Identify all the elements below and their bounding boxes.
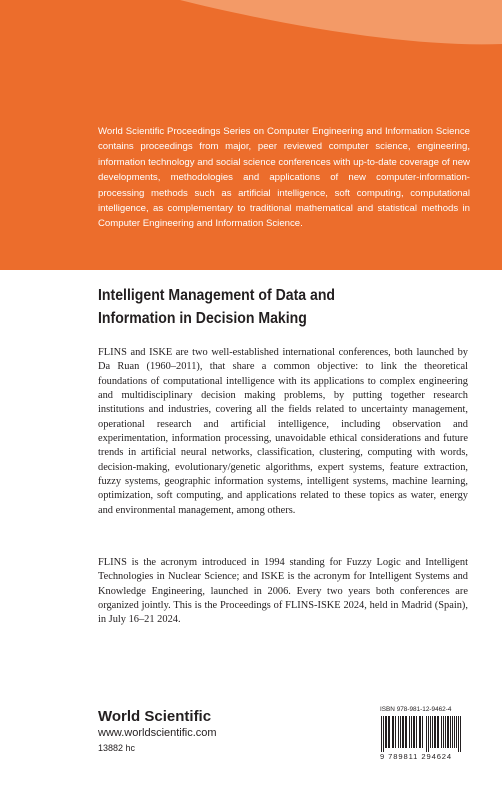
description-paragraph-1: FLINS and ISKE are two well-established international conferences, both launched by Da Ruan (1960–2011), that share a common objective: to link the theoretical foundations of computational intelligence with its applications to complex engineering and multidisciplinary decision making problems, by putting together research institutions and industries, covering all the fields related to uncertainty management, operational research and artificial intelligence, including observation and experimentation, information processing, unavoidable ethical considerations and future trends in artificial neural networks, classification, clustering, computing with words, decision-making, evolutionary/genetic algorithms, expert systems, feature extraction, fuzzy systems, geographic information systems, intelligent systems, machine learning, optimization, soft computing, and applications related to these topics as water, energy and environmental management, among others. [98,347,468,516]
description-paragraph-2: FLINS is the acronym introduced in 1994 standing for Fuzzy Logic and Intelligent Technologies in Nuclear Science; and ISKE is the acronym for Intelligent Systems and Knowledge Engineering, launched in 2006. Every two years both conferences are organized jointly. This is the Proceedings of FLINS-ISKE 2024, held in Madrid (Spain), in July 16–21 2024. [98,557,468,626]
light-orange-curve [0,0,502,44]
barcode-bar [422,716,423,748]
barcode-bar [383,716,384,752]
barcode-bar [411,716,412,748]
barcode-bar [416,716,417,748]
barcode-bar [456,716,457,748]
book-title-line-2: Information in Decision Making [98,310,307,327]
product-code: 13882 hc [98,743,136,753]
barcode-bar [405,716,407,748]
barcode-bar [441,716,442,748]
book-title-line-1: Intelligent Management of Data and [98,287,336,304]
barcode-bar [460,716,461,752]
barcode-bar [447,716,449,748]
barcode-bar [381,716,382,752]
barcode-bar [388,716,390,748]
publisher-name: World Scientific [98,708,212,725]
book-title [98,284,415,330]
barcode-bar [385,716,387,748]
orange-header-band [0,0,502,270]
barcode-bar [409,716,410,748]
ean-digits: 9 789811 294624 [380,752,453,761]
barcode-image [380,716,472,752]
barcode-bar [432,716,433,748]
publisher-url: www.worldscientific.com [98,727,217,739]
barcode-bar [400,716,401,748]
barcode-bar [458,716,459,752]
series-description: World Scientific Proceedings Series on Computer Engineering and Information Science contains proceedings from major, peer reviewed computer science, engineering, information technology and social science conferences with up-to-date coverage of new developments, methodologies and applications of new computer-information-processing methods such as artificial intelligence, soft computing, computational intelligence, as complementary to traditional mathematical and statistical methods in Computer Engineering and Information Science. [98,126,470,230]
barcode-bar [450,716,451,748]
barcode-bar [413,716,415,748]
barcode-bar [430,716,431,748]
barcode-bar [445,716,446,748]
barcode-bar [402,716,404,748]
isbn-number: ISBN 978-981-12-9462-4 [380,706,452,713]
barcode-bar [434,716,436,748]
barcode-block [380,706,472,762]
barcode-bar [392,716,394,748]
barcode-bar [428,716,429,752]
publisher-block [98,708,217,754]
barcode-bar [419,716,421,748]
barcode-bar [452,716,453,748]
barcode-bar [443,716,444,748]
barcode-bar [437,716,439,748]
barcode-bar [426,716,427,752]
barcode-bar [395,716,396,748]
barcode-bar [398,716,399,748]
barcode-bar [454,716,455,748]
